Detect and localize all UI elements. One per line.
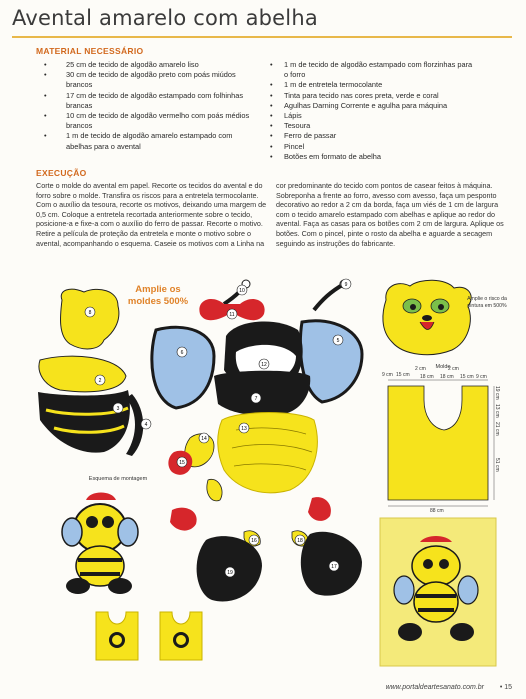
assembly-scheme [62,493,138,595]
dim-label: 51 cm [494,458,500,472]
list-item: • Botões em formato de abelha [268,152,478,162]
svg-text:19: 19 [227,570,233,576]
marker-17 [329,561,339,571]
marker-15 [177,457,187,467]
svg-text:14: 14 [201,436,207,442]
dim-label: 9 cm [476,374,487,380]
marker-19 [225,567,235,577]
dim-label: 13 cm [494,404,500,418]
execution-heading: EXECUÇÃO [36,168,87,178]
assembly-label: Esquema de montagem [88,476,148,482]
page-title: Avental amarelo com abelha [12,6,318,30]
execution-text-col2: cor predominante do tecido com pontos de casear feitos à máquina. Sobreponha a frente ao forro, avesso com avesso, faça um pesponto decorativo ao redor a 2 cm da borda, faça um viés de 1 cm de largura com o tecido amarelo estampado com abelhas e aplique ao redor do avental. Faça as casas para os botões com 2 cm de largura. Aplique os botões. Com o pincel, pinte o rosto da abelha e aguarde a secagem seguindo as instruções do fabricante. [276,181,504,248]
svg-text:18: 18 [297,538,303,544]
pattern-piece-7 [214,371,310,416]
list-item: • 30 cm de tecido de algodão preto com poás miúdos brancos [36,70,256,90]
pattern-piece-5 [300,321,362,402]
glove-right [308,497,331,521]
dim-label: 9 cm [382,372,393,378]
list-item: • 1 m de tecido de algodão estampado com florzinhas para o forro [268,60,478,80]
list-item: • Pincel [268,142,478,152]
dim-label: 18 cm [440,374,454,380]
dim-label: 88 cm [430,508,444,514]
pattern-piece-3 [38,390,130,453]
marker-7 [251,393,261,403]
marker-9 [341,279,351,289]
list-item: • Ferro de passar [268,131,478,141]
bee-face-painting [383,280,471,354]
marker-13 [239,423,249,433]
marker-14 [199,433,209,443]
pattern-piece-6 [152,327,214,408]
dim-label: 2 cm [448,366,459,372]
svg-text:13: 13 [241,426,247,432]
marker-2 [95,375,105,385]
marker-18 [295,535,305,545]
antenna-right [314,284,344,310]
marker-5 [333,335,343,345]
svg-text:12: 12 [261,362,267,368]
marker-10 [237,285,247,295]
svg-text:9: 9 [344,282,348,288]
enlarge-molds-label: Amplie os moldes 500% [127,284,189,307]
svg-text:4: 4 [144,422,148,428]
pattern-piece-8 [60,289,118,349]
list-item: • Lápis [268,111,478,121]
materials-heading: MATERIAL NECESSÁRIO [36,46,144,56]
pattern-piece-13 [218,413,318,493]
svg-text:11: 11 [229,312,235,318]
apron-thumbnail-2 [160,612,202,660]
dim-label: 19 cm [494,386,500,400]
svg-text:5: 5 [336,338,340,344]
svg-text:3: 3 [116,406,120,412]
dim-label: 18 cm [420,374,434,380]
svg-text:17: 17 [331,564,337,570]
list-item: • 25 cm de tecido de algodão amarelo liso [36,60,256,70]
mold-label: Molde [435,364,451,370]
marker-16 [249,535,259,545]
svg-text:10: 10 [239,288,245,294]
svg-text:6: 6 [180,350,184,356]
dim-label: 15 cm [460,374,474,380]
execution-text-col1: Corte o molde do avental em papel. Recorte os tecidos do avental e do forro sobre o molde. Transfira os riscos para a entretela termocolante. Com o auxílio da tesoura, recorte os motivos, deixando uma margem de 0,5 cm. Coloque a entretela recortada anteriormente sobre o tecido, posicione-a e fixe-a com o auxílio do ferro de passar. Recorte o motivo. Retire a película de proteção da entretela e monte o motivo sobre o avental, acompanhando o esquema. Caseie os motivos com a Linha na [36,181,267,248]
face-enlarge-note: Amplie o risco da pintura em 500% [467,296,507,309]
footer-url: www.portaldeartesanato.com.br [385,684,484,691]
pattern-piece-16 [207,479,222,501]
pattern-piece-2 [39,356,126,392]
marker-8 [85,307,95,317]
marker-6 [177,347,187,357]
marker-12 [259,359,269,369]
list-item: • 10 cm de tecido de algodão vermelho com poás médios brancos [36,111,256,131]
list-item: • Agulhas Darning Corrente e agulha para máquina [268,101,478,111]
apron-thumbnail-1 [96,612,138,660]
dim-label: 2 cm [415,366,426,372]
list-item: • 1 m de tecido de algodão amarelo estampado com abelhas para o avental [36,131,256,151]
list-item: • Tesoura [268,121,478,131]
glove-left-lower [170,508,197,531]
marker-11 [227,309,237,319]
list-item: • 17 cm de tecido de algodão estampado com folhinhas brancas [36,91,256,111]
svg-text:7: 7 [254,396,258,402]
apron-mold [388,380,494,506]
list-item: • 1 m de entretela termocolante [268,80,478,90]
dim-label: 21 cm [494,422,500,436]
svg-text:8: 8 [88,310,92,316]
dim-label: 15 cm [396,372,410,378]
marker-4 [141,419,151,429]
page-number: • 15 [499,684,512,691]
list-item: • Tinta para tecido nas cores preta, verde e coral [268,91,478,101]
marker-3 [113,403,123,413]
svg-text:15: 15 [179,460,185,466]
apron-photo [380,518,496,666]
svg-text:2: 2 [98,378,102,384]
svg-text:16: 16 [251,538,257,544]
